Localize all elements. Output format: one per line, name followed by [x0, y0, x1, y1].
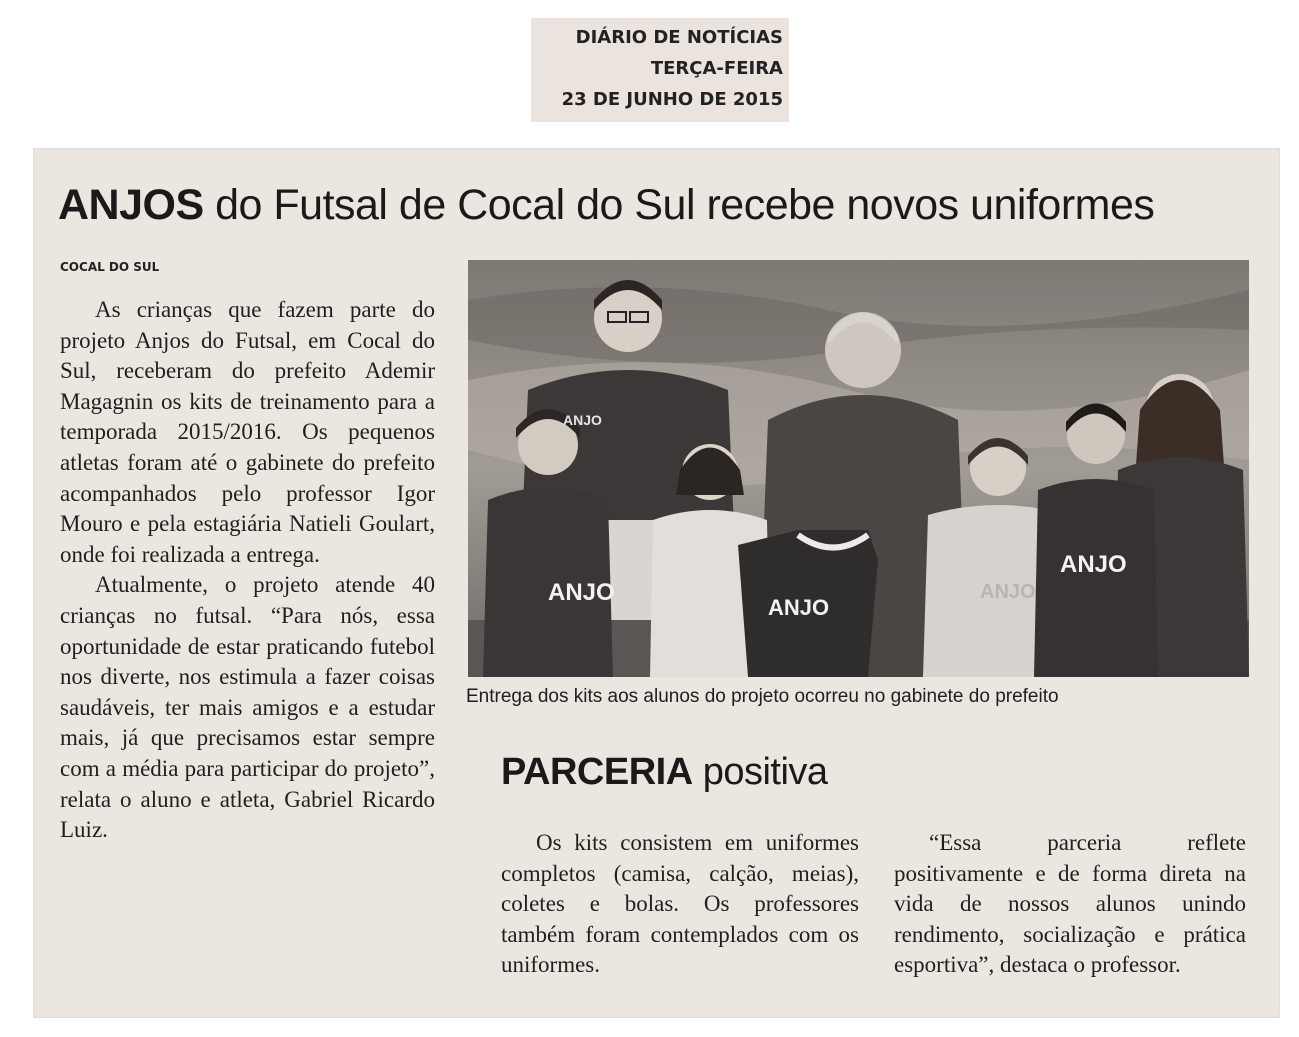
section-subhead: [501, 751, 828, 794]
shirt-label: ANJO: [768, 595, 830, 620]
publication-date: 23 DE JUNHO DE 2015: [561, 89, 783, 110]
shirt-label: ANJO: [548, 579, 615, 606]
paragraph: As crianças que fazem parte do projeto Anjos do Futsal, em Cocal do Sul, receberam do prefeito Ademir Magagnin os kits de treinamento para a temporada 2015/2016. Os pequenos atletas foram até o gabinete do prefeito acompanhados pelo professor Igor Mouro e pela estagiária Natieli Goulart, onde foi realizada a entrega.: [60, 297, 435, 567]
shirt-label: ANJO: [563, 412, 602, 428]
article-column-1: [60, 295, 435, 846]
shirt-label: ANJO: [1060, 551, 1127, 578]
subhead-rest: positiva: [702, 751, 828, 793]
dateline: COCAL DO SUL: [60, 260, 160, 274]
newspaper-clipping: [33, 148, 1280, 1018]
article-column-2: [501, 828, 859, 981]
shirt-label: ANJO: [980, 581, 1036, 603]
photo-caption: Entrega dos kits aos alunos do projeto ocorreu no gabinete do prefeito: [466, 686, 1059, 707]
headline-rest: do Futsal de Cocal do Sul recebe novos uniformes: [215, 181, 1155, 229]
paragraph: “Essa parceria reflete positivamente e de forma direta na vida de nossos alunos unindo rendimento, socialização e prática esportiva”, destaca o professor.: [894, 830, 1246, 978]
article-headline: [58, 178, 1258, 232]
newspaper-name: DIÁRIO DE NOTÍCIAS: [575, 27, 783, 48]
group-photo-illustration: [468, 260, 1249, 677]
paragraph: Atualmente, o projeto atende 40 crianças no futsal. “Para nós, essa oportunidade de estar praticando futebol nos diverte, nos estimula a fazer coisas saudáveis, ter mais amigos e a estudar mais, já que precisamos estar sempre com a média para participar do projeto”, relata o aluno e atleta, Gabriel Ricardo Luiz.: [60, 572, 435, 843]
article-photo: [468, 260, 1249, 677]
subhead-strong: PARCERIA: [501, 751, 693, 793]
article-column-3: [894, 828, 1246, 981]
masthead: [531, 18, 789, 122]
publication-weekday: TERÇA-FEIRA: [650, 58, 783, 79]
paragraph: Os kits consistem em uniformes completos (camisa, calção, meias), coletes e bolas. Os professores também foram contemplados com os uniformes.: [501, 830, 859, 978]
headline-strong: ANJOS: [58, 181, 204, 229]
